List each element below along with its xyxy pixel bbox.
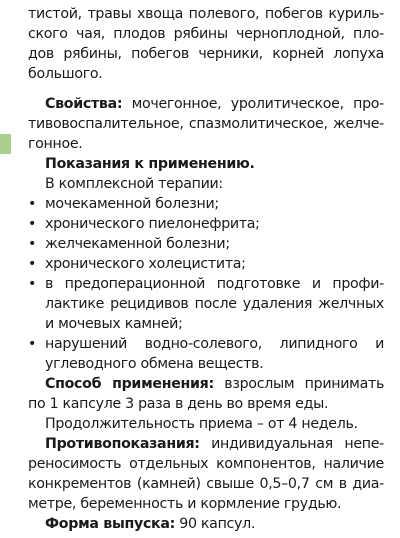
bullet: • <box>28 276 37 292</box>
properties-line <box>45 94 384 114</box>
text-line: тистой, травы хвоща полевого, побегов куриль- <box>28 6 384 22</box>
contraindications-line <box>45 434 384 454</box>
text-line: ского чая, плодов рябины черноплодной, пло- <box>28 26 384 42</box>
list-item: хронического холецистита; <box>45 256 246 272</box>
list-item: хронического пиелонефрита; <box>45 216 260 232</box>
text-line: большого. <box>28 66 103 82</box>
list-item: желчекаменной болезни; <box>45 236 230 252</box>
usage-line <box>45 374 384 394</box>
list-item-continuation: и мочевых камней; <box>45 316 183 332</box>
form-line <box>45 514 255 534</box>
bullet: • <box>28 236 37 252</box>
text-line: тивовоспалительное, спазмолитическое, желче- <box>28 116 384 132</box>
list-item-continuation: лактике рецидивов после удаления желчных <box>45 296 384 312</box>
list-item: нарушений водно-солевого, липидного и <box>45 336 384 352</box>
section-side-marker <box>0 134 11 154</box>
text-line: В комплексной терапии: <box>45 176 223 192</box>
bullet: • <box>28 216 37 232</box>
list-item: в предоперационной подготовке и профи- <box>45 276 384 292</box>
bullet: • <box>28 196 37 212</box>
indications-heading: Показания к применению. <box>45 156 255 172</box>
usage-text: взрослым принимать <box>224 376 385 392</box>
text-line: реносимость отдельных компонентов, наличие <box>28 456 384 472</box>
duration-line: Продолжительность приема – от 4 недель. <box>45 416 358 432</box>
text-line: дов рябины, побегов черники, корней лопуха <box>28 46 384 62</box>
bullet: • <box>28 256 37 272</box>
text-line: гонное. <box>28 136 83 152</box>
text-line: метре, беременность и кормление грудью. <box>28 496 342 512</box>
bullet: • <box>28 336 37 352</box>
properties-text: мочегонное, уролитическое, про- <box>131 96 384 112</box>
contraindications-heading: Противопоказания: <box>45 436 200 452</box>
text-line: конкрементов (камней) свыше 0,5–0,7 см в диа- <box>28 476 384 492</box>
list-item-continuation: углеводного обмена веществ. <box>45 356 264 372</box>
list-item: мочекаменной болезни; <box>45 196 219 212</box>
properties-heading: Свойства: <box>45 96 123 112</box>
form-text: 90 капсул. <box>179 516 256 532</box>
contraindications-text: индивидуальная непе- <box>211 436 384 452</box>
usage-heading: Способ применения: <box>45 376 214 392</box>
form-heading: Форма выпуска: <box>45 516 176 532</box>
text-line: по 1 капсуле 3 раза в день во время еды. <box>28 396 329 412</box>
